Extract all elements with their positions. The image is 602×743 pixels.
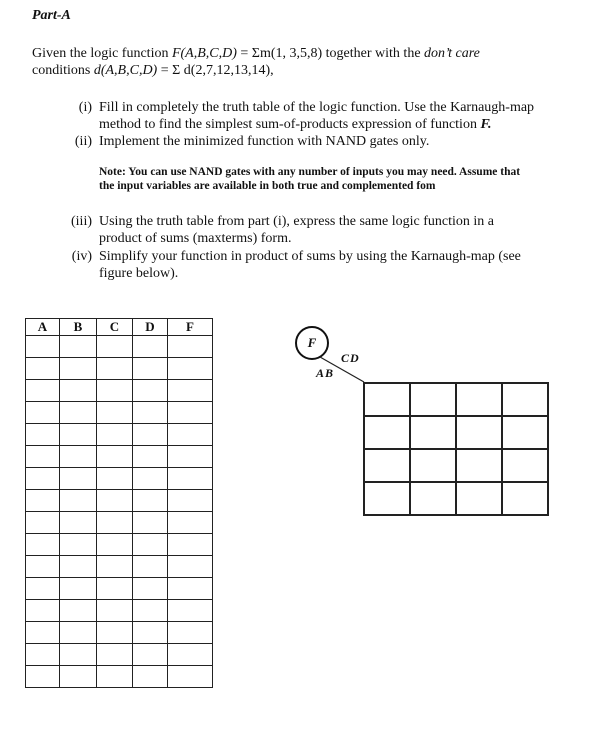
truth-table-cell — [26, 512, 60, 534]
truth-table-cell — [168, 644, 213, 666]
truth-table-cell — [168, 622, 213, 644]
truth-table-cell — [60, 424, 97, 446]
truth-table-cell — [26, 490, 60, 512]
truth-table-cell — [97, 336, 133, 358]
truth-table-header — [26, 319, 213, 336]
truth-table-cell — [168, 468, 213, 490]
truth-table-cell — [97, 622, 133, 644]
item-text-iv-line2: figure below). — [99, 266, 179, 281]
table-row — [26, 336, 213, 358]
kmap-row — [364, 383, 548, 416]
truth-table-cell — [60, 446, 97, 468]
truth-table-cell — [97, 556, 133, 578]
kmap-cell — [502, 383, 548, 416]
kmap-cell — [410, 383, 456, 416]
truth-table-cell — [133, 402, 168, 424]
truth-table-cell — [26, 468, 60, 490]
header-d: D — [133, 319, 168, 336]
truth-table-cell — [60, 666, 97, 688]
truth-table-cell — [168, 402, 213, 424]
kmap-row — [364, 449, 548, 482]
truth-table-cell — [133, 578, 168, 600]
truth-table-cell — [133, 468, 168, 490]
table-row — [26, 424, 213, 446]
karnaugh-map-grid — [363, 382, 549, 516]
section-title: Part-A — [32, 8, 71, 23]
table-row — [26, 490, 213, 512]
header-b: B — [60, 319, 97, 336]
truth-table-cell — [133, 534, 168, 556]
kmap-cell — [364, 449, 410, 482]
truth-table-cell — [97, 380, 133, 402]
truth-table-cell — [26, 336, 60, 358]
kmap-row — [364, 482, 548, 515]
item-text-iii-line2: product of sums (maxterms) form. — [99, 231, 292, 246]
truth-table-cell — [26, 556, 60, 578]
truth-table-cell — [133, 556, 168, 578]
item-number-ii: (ii) — [74, 134, 92, 149]
truth-table-cell — [168, 534, 213, 556]
truth-table-cell — [168, 358, 213, 380]
header-f: F — [168, 319, 213, 336]
truth-table-cell — [168, 424, 213, 446]
truth-table-cell — [133, 644, 168, 666]
kmap-cell — [456, 449, 502, 482]
truth-table-cell — [168, 446, 213, 468]
item-number-iii: (iii) — [71, 214, 92, 229]
truth-table-cell — [97, 358, 133, 380]
kmap-cell — [410, 416, 456, 449]
truth-table-cell — [97, 468, 133, 490]
truth-table-cell — [60, 600, 97, 622]
kmap-cell — [502, 416, 548, 449]
kmap-row-vars: AB — [316, 366, 335, 380]
table-row — [26, 446, 213, 468]
kmap-cell — [410, 449, 456, 482]
kmap-cell — [502, 449, 548, 482]
table-row — [26, 622, 213, 644]
kmap-cell — [364, 383, 410, 416]
truth-table-cell — [168, 600, 213, 622]
truth-table-cell — [133, 336, 168, 358]
truth-table-cell — [97, 424, 133, 446]
table-row — [26, 600, 213, 622]
truth-table-cell — [26, 424, 60, 446]
truth-table-cell — [97, 644, 133, 666]
truth-table-cell — [60, 402, 97, 424]
truth-table-cell — [168, 556, 213, 578]
truth-table-cell — [60, 556, 97, 578]
truth-table-cell — [26, 622, 60, 644]
truth-table-cell — [60, 468, 97, 490]
truth-table-cell — [97, 534, 133, 556]
truth-table-cell — [60, 644, 97, 666]
truth-table-cell — [168, 380, 213, 402]
kmap-cell — [410, 482, 456, 515]
item-text-ii: Implement the minimized function with NAND gates only. — [99, 134, 430, 149]
truth-table-body — [26, 336, 213, 688]
item-text-i-line2: method to find the simplest sum-of-products expression of function F. — [99, 117, 492, 132]
truth-table-cell — [26, 666, 60, 688]
table-row — [26, 358, 213, 380]
truth-table-cell — [26, 402, 60, 424]
table-row — [26, 534, 213, 556]
kmap-row — [364, 416, 548, 449]
truth-table-cell — [133, 512, 168, 534]
header-a: A — [26, 319, 60, 336]
truth-table-cell — [26, 380, 60, 402]
truth-table-cell — [60, 380, 97, 402]
item-number-i: (i) — [78, 100, 92, 115]
truth-table-cell — [60, 358, 97, 380]
truth-table-cell — [60, 622, 97, 644]
truth-table-cell — [60, 534, 97, 556]
truth-table-cell — [133, 446, 168, 468]
truth-table-cell — [168, 490, 213, 512]
table-row — [26, 512, 213, 534]
intro-line-2: conditions d(A,B,C,D) = Σ d(2,7,12,13,14), — [32, 63, 274, 78]
truth-table-cell — [133, 424, 168, 446]
item-text-iii-line1: Using the truth table from part (i), express the same logic function in a — [99, 214, 495, 229]
kmap-cell — [456, 482, 502, 515]
truth-table-cell — [60, 578, 97, 600]
truth-table-cell — [168, 336, 213, 358]
table-row — [26, 380, 213, 402]
truth-table-cell — [26, 358, 60, 380]
truth-table-cell — [133, 380, 168, 402]
truth-table-cell — [26, 644, 60, 666]
truth-table-cell — [133, 358, 168, 380]
note-line-1: Note: You can use NAND gates with any number of inputs you may need. Assume that — [99, 166, 521, 178]
table-row — [26, 402, 213, 424]
kmap-cell — [364, 416, 410, 449]
truth-table-cell — [97, 600, 133, 622]
truth-table-cell — [97, 446, 133, 468]
truth-table-cell — [168, 666, 213, 688]
truth-table-cell — [60, 512, 97, 534]
truth-table-cell — [97, 666, 133, 688]
kmap-cell — [364, 482, 410, 515]
truth-table-cell — [97, 578, 133, 600]
table-row — [26, 556, 213, 578]
truth-table-cell — [97, 490, 133, 512]
table-row — [26, 666, 213, 688]
kmap-cell — [456, 416, 502, 449]
truth-table-cell — [133, 490, 168, 512]
truth-table-cell — [168, 578, 213, 600]
truth-table-cell — [133, 622, 168, 644]
truth-table-cell — [97, 402, 133, 424]
table-row — [26, 578, 213, 600]
intro-line-1: Given the logic function F(A,B,C,D) = Σm(1, 3,5,8) together with the don’t care — [32, 46, 480, 61]
truth-table-cell — [133, 600, 168, 622]
kmap-col-vars: CD — [341, 351, 360, 365]
table-row — [26, 644, 213, 666]
truth-table-cell — [168, 512, 213, 534]
note-line-2: the input variables are available in both true and complemented fom — [99, 180, 436, 192]
item-text-i-line1: Fill in completely the truth table of the logic function. Use the Karnaugh-map — [99, 100, 535, 115]
truth-table-cell — [26, 534, 60, 556]
item-number-iv: (iv) — [71, 249, 92, 264]
truth-table-cell — [97, 512, 133, 534]
item-text-iv-line1: Simplify your function in product of sums by using the Karnaugh-map (see — [99, 249, 521, 264]
truth-table-cell — [26, 578, 60, 600]
kmap-function-label: F — [295, 326, 329, 360]
truth-table-cell — [26, 446, 60, 468]
truth-table-cell — [60, 336, 97, 358]
kmap-cell — [456, 383, 502, 416]
header-c: C — [97, 319, 133, 336]
truth-table-cell — [60, 490, 97, 512]
truth-table — [25, 318, 213, 688]
table-row — [26, 468, 213, 490]
truth-table-cell — [133, 666, 168, 688]
truth-table-cell — [26, 600, 60, 622]
kmap-cell — [502, 482, 548, 515]
